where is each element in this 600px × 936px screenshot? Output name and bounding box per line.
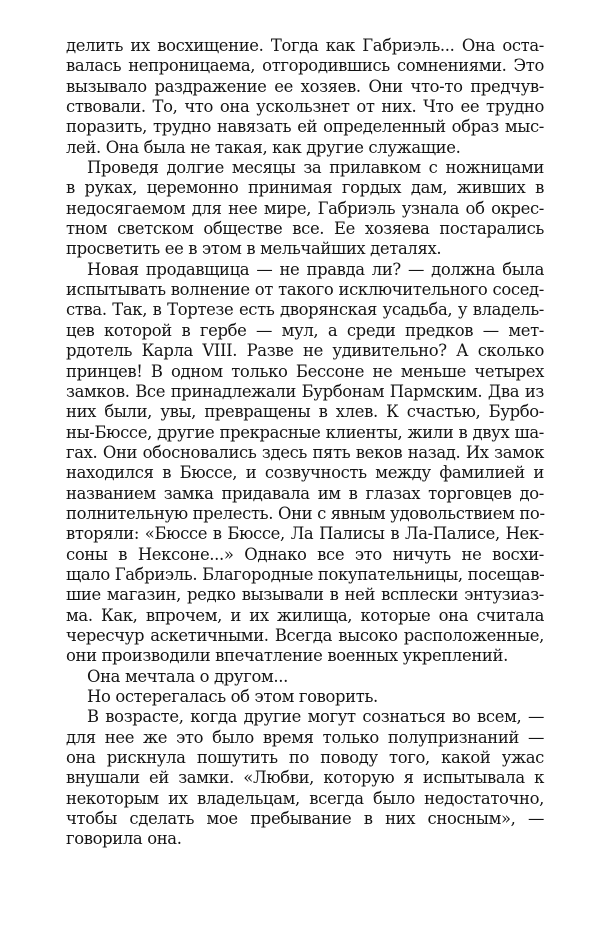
paragraph: [66, 707, 544, 849]
text-line: Она мечтала о другом...: [87, 666, 288, 686]
text-line: ны-Бюссе, другие прекрасные клиенты, жили в двух ша-: [66, 422, 544, 442]
text-line: ствовали. То, что она ускользнет от них. Что ее трудно: [66, 97, 544, 117]
text-line: чтобы сделать мое пребывание в них сносным», —: [66, 809, 544, 829]
text-line: Проведя долгие месяцы за прилавком с ножницами: [87, 158, 544, 178]
page-body-text: [66, 36, 544, 850]
text-line: испытывать волнение от такого исключительного сосед-: [66, 280, 544, 300]
text-line: говорила она.: [66, 829, 182, 849]
text-line: вызывало раздражение ее хозяев. Они что-то предчув-: [66, 76, 544, 96]
paragraph: [66, 687, 544, 707]
text-line: лей. Она была не такая, как другие служащие.: [66, 137, 461, 157]
text-line: ства. Так, в Тортезе есть дворянская усадьба, у владель-: [66, 300, 544, 320]
text-line: валась непроницаема, отгородившись сомнениями. Это: [66, 56, 544, 76]
text-line: просветить ее в этом в мельчайших деталях.: [66, 239, 442, 259]
text-line: шие магазин, редко вызывали в ней всплески энтузиаз-: [66, 585, 544, 605]
text-line: цев которой в гербе — мул, а среди предков — мет-: [66, 320, 544, 340]
text-line: она рискнула пошутить по поводу того, какой ужас: [66, 748, 544, 768]
text-line: некоторым их владельцам, всегда было недостаточно,: [66, 788, 544, 808]
text-line: чересчур аскетичными. Всегда высоко расположенные,: [66, 625, 544, 645]
paragraph: [66, 260, 544, 667]
text-line: внушали ей замки. «Любви, которую я испытывала к: [66, 768, 544, 788]
text-line: делить их восхищение. Тогда как Габриэль... Она оста-: [66, 36, 544, 55]
text-line: поразить, трудно навязать ей определенный образ мыс-: [66, 117, 544, 137]
text-line: полнительную прелесть. Они с явным удовольствием по-: [66, 503, 545, 523]
text-line: Новая продавщица — не правда ли? — должна была: [87, 259, 544, 279]
text-line: для нее же это было время только полупризнаний —: [66, 727, 544, 747]
text-line: принцев! В одном только Бессоне не меньше четырех: [66, 361, 544, 381]
text-line: них были, увы, превращены в хлев. К счастью, Бурбо-: [66, 402, 544, 422]
text-line: они производили впечатление военных укреплений.: [66, 646, 508, 666]
paragraph: [66, 158, 544, 260]
text-line: ма. Как, впрочем, и их жилища, которые она считала: [66, 605, 544, 625]
text-line: находился в Бюссе, и созвучность между фамилией и: [66, 463, 544, 483]
text-line: тном светском обществе все. Ее хозяева постарались: [66, 219, 544, 239]
text-line: щало Габриэль. Благородные покупательницы, посещав-: [66, 564, 545, 584]
text-line: замков. Все принадлежали Бурбонам Пармским. Два из: [66, 381, 544, 401]
text-line: в руках, церемонно принимая гордых дам, живших в: [66, 178, 544, 198]
text-line: названием замка придавала им в глазах торговцев до-: [66, 483, 544, 503]
text-line: вторяли: «Бюссе в Бюссе, Ла Палисы в Ла-Палисе, Нек-: [66, 524, 544, 544]
text-line: В возрасте, когда другие могут сознаться во всем, —: [87, 707, 544, 727]
text-line: недосягаемом для нее мире, Габриэль узнала об окрес-: [66, 198, 544, 218]
text-line: Но остерегалась об этом говорить.: [87, 687, 378, 706]
paragraph: [66, 36, 544, 158]
paragraph: [66, 667, 544, 687]
text-line: рдотель Карла VIII. Разве не удивительно? А сколько: [66, 341, 544, 361]
text-line: гах. Они обосновались здесь пять веков назад. Их замок: [66, 442, 544, 462]
text-line: соны в Нексоне...» Однако все это ничуть не восхи-: [66, 544, 544, 564]
